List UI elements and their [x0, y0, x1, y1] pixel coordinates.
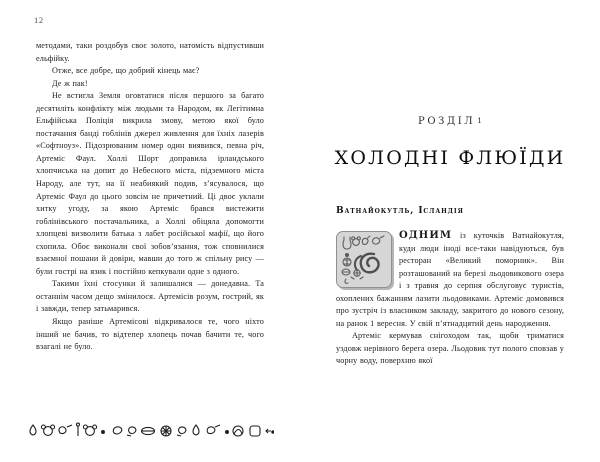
paragraph: Отже, все добре, що добрий кінець має?: [52, 66, 200, 76]
locale-heading: Ватнайокутль, Ісландія: [336, 206, 464, 216]
right-page: [300, 0, 600, 462]
paragraph: Де ж пак!: [52, 78, 88, 88]
paragraph: методами, таки роздобув своє золото, натомість відпустивши ельфійку.: [36, 41, 264, 63]
chapter-number: 1: [477, 116, 482, 125]
paragraph: Не встигла Земля оговтатися після першого за багато десятиліть конфлікту між людьми та Народом, як Легітимна Ельфійська Поліція викрила змову, метою якої було постачання банді гоблінів джерел живлення для їхніх лазерів «Софтноуз». Підозрюваним номер один виявився, певна річ, Артеміс Фаул. Холлі Шорт доправила ірландського хлопчиська на допит до Небесного міста, підземного міста Народу, але тут, на її неабиякий подив, з’ясувалося, що Артеміс Фаул до цього зовсім не причетний. Ці двоє уклали хитку угоду, за якою Артеміс брався вистежити гоблінівського постачальника, а Холлі обіцяла допомогти хлопцеві визволити батька з лабет російської мафії, що його схопила. Обоє виконали свої зобов’язання, тож сповнилися взаємної пошани й довіри, мавши до того ж спільну рису — були гострі на язик і постійно кепкували одне з одного.: [36, 91, 264, 276]
paragraph-with-illustration: [336, 230, 564, 330]
left-page-body-text: [36, 40, 264, 354]
chapter-label-text: РОЗДІЛ: [418, 116, 476, 127]
right-page-body-text: [336, 230, 564, 368]
decorative-fairy-tech-vignette-icon: [336, 231, 392, 288]
paragraph: Такими їхні стосунки й залишалися — донедавна. Та останнім часом дещо змінилося. Артемісів розум, гострий, як і завжди, тепер затьмарився.: [36, 279, 264, 314]
chapter-label: [300, 116, 600, 127]
gnommish-rune-footer-left: [26, 422, 274, 440]
opening-small-caps: ОДНИМ: [399, 230, 453, 241]
paragraph: Артеміс кермував снігоходом так, щоби триматися уздовж нерівного берега озера. Льодовик тут полого сповзав у чорну воду, поверхню якої: [336, 331, 564, 366]
paragraph: Якщо раніше Артемісові відкривалося те, чого ніхто інший не бачив, то відтепер хлопець почав бачити те, чого взагалі не було.: [36, 317, 264, 352]
page-number: 12: [34, 15, 44, 25]
paragraph-text: із куточків Ватнайокутля, куди люди іноді все-таки навідуються, був ресторан «Великий поморник». Він розташований на березі льодовикового озера і з травня до серпня обслуговує туристів, охоплених бажанням лазити льодовиками. Артеміс домовився про зустріч із власником закладу, закритого до нового сезону, на ранок 1 вересня. У свій п’ятнадцятий день народження.: [336, 231, 564, 328]
chapter-title: ХОЛОДНІ ФЛЮЇДИ: [334, 147, 566, 169]
